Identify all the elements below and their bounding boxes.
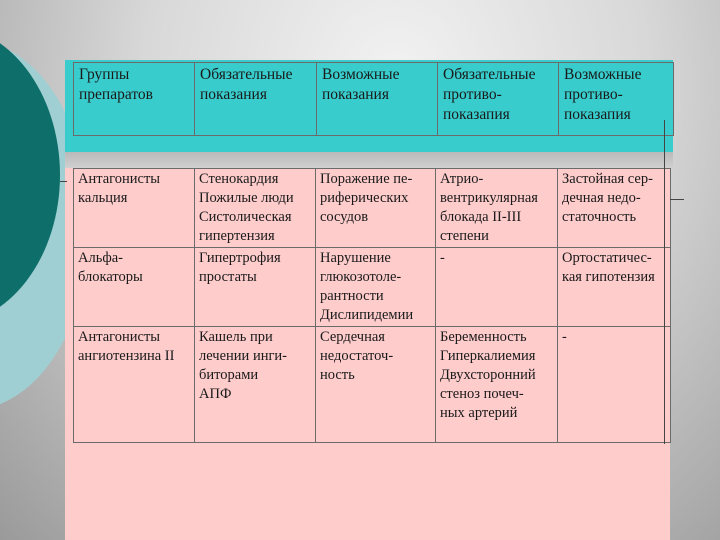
table-cell: Поражение пе- риферических сосудов (316, 169, 436, 248)
table-cell: Антагонисты кальция (74, 169, 195, 248)
table-cell: Альфа- блокаторы (74, 248, 195, 327)
header-cell-possible-indications: Возможные показания (317, 63, 438, 136)
header-cell-required-contraindications: Обязательные противо- показапия (438, 63, 559, 136)
table-cell: Стенокардия Пожилые люди Систолическая гипертензия (195, 169, 316, 248)
header-cell-groups: Группы препаратов (74, 63, 195, 136)
header-cell-required-indications: Обязательные показания (195, 63, 317, 136)
header-row (74, 63, 674, 136)
header-cell-possible-contraindications: Возможные противо- показапия (559, 63, 674, 136)
table-header (73, 62, 674, 136)
table-row (74, 248, 671, 327)
table-cell: Застойная сер- дечная недо- статочность (558, 169, 671, 248)
table-cell: Беременность Гиперкалиемия Двухсторонний стеноз почеч- ных артерий (436, 327, 558, 443)
decorative-rule (670, 199, 684, 200)
table-row (74, 327, 671, 443)
drug-table (73, 168, 671, 443)
table-cell: Кашель при лечении инги- биторами АПФ (195, 327, 316, 443)
table-row (74, 169, 671, 248)
table-cell: Атрио- вентрикулярная блокада II-III степени (436, 169, 558, 248)
table-cell: Нарушение глюкозотоле- рантности Дислипидемии (316, 248, 436, 327)
table-cell: - (558, 327, 671, 443)
decorative-rule (664, 120, 665, 444)
table-cell: Антагонисты ангиотензина II (74, 327, 195, 443)
gray-separator-band (65, 152, 673, 168)
decorative-rule (60, 181, 67, 182)
table-cell: - (436, 248, 558, 327)
table-cell: Ортостатичес- кая гипотензия (558, 248, 671, 327)
table-cell: Сердечная недостаточ- ность (316, 327, 436, 443)
table-cell: Гипертрофия простаты (195, 248, 316, 327)
